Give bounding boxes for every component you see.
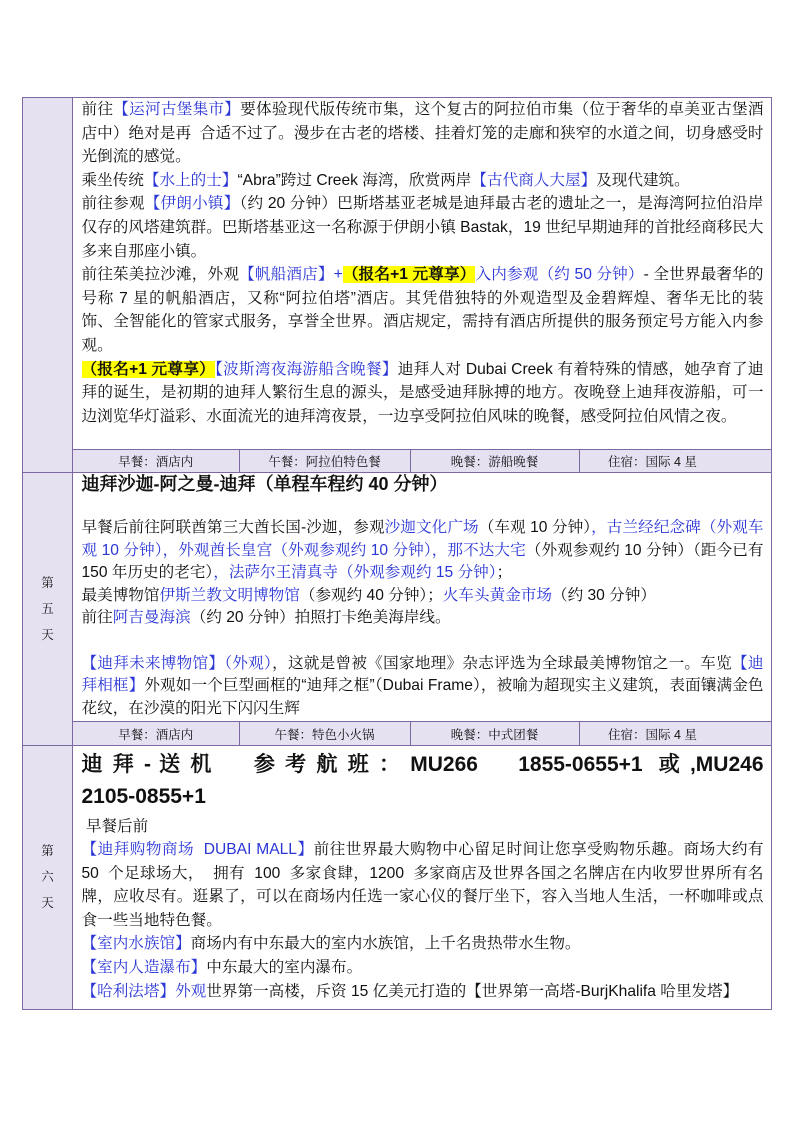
- paragraph: [82, 192, 764, 263]
- highlighted-place-name: 【水上的士】: [143, 171, 238, 189]
- highlighted-place-name: 【室内水族馆】: [81, 935, 191, 953]
- day-paragraphs: [81, 815, 768, 1004]
- highlighted-place-name: 【运河古堡集市】: [113, 101, 241, 118]
- highlighted-place-name: 【帆船酒店】+: [239, 266, 343, 284]
- highlighted-place-name: 【古代商人大屋】: [471, 171, 597, 189]
- text-run: 迪拜人对 Dubai Creek 有着特殊的情感，她孕育了迪拜的诞生，是初期的迪拜人繁衍生息的源头，是感受迪拜脉搏的地方。夜晚登上迪拜夜游船，可一边浏览华灯溢彩、水面流光的迪拜湾夜景，一边享受阿拉伯风味的晚餐，感受阿拉伯风情之夜。: [81, 360, 764, 425]
- dinner-cell: 晚餐：游船晚餐: [411, 450, 580, 472]
- text-run: （约 30 分钟）: [551, 586, 656, 604]
- text-run: 要体验现代版传统市集，这个复古的阿拉伯市集（位于奢华的卓美亚古堡酒店中）绝对是再 合适不过了。漫步在古老的塔楼、挂着灯笼的走廊和狭窄的水道之间，切身感受时光倒流的感觉。: [81, 101, 764, 166]
- blank-line: [82, 495, 764, 518]
- day-5-row: [23, 473, 771, 747]
- hotel-cell: 住宿：国际 4 星: [608, 727, 697, 742]
- text-run: （外观参观约 10 分钟）（距今已有 150 年历史的老宅）: [81, 541, 768, 582]
- lunch-cell: 午餐：特色小火锅: [240, 722, 411, 745]
- breakfast-cell: 早餐：酒店内: [73, 722, 240, 745]
- highlighted-place-name: 【波斯湾夜海游船含晚餐】: [215, 360, 398, 378]
- paragraph: [82, 932, 764, 956]
- day-label-cell: [23, 473, 73, 746]
- day-6-row: [23, 746, 771, 1009]
- itinerary-table: [22, 97, 772, 1010]
- highlighted-place-name: 沙迦文化广场: [384, 519, 479, 537]
- text-run: 前往: [81, 609, 113, 627]
- day-content-cell: [73, 98, 771, 472]
- text-run: 前往参观: [81, 195, 145, 213]
- highlighted-place-name: 火车头黄金市场: [442, 586, 552, 604]
- day-label-char: 天: [41, 627, 54, 642]
- day-description: [73, 98, 771, 449]
- text-run: ，这就是曾被《国家地理》杂志评选为全球最美博物馆之一。车览: [272, 654, 733, 672]
- text-run: 前往茱美拉沙滩，外观: [81, 266, 240, 284]
- breakfast-cell: 早餐：酒店内: [73, 450, 240, 472]
- highlighted-place-name: 【室内人造瀑布】: [81, 959, 207, 977]
- highlighted-place-name: 【迪拜购物商场 DUBAI MALL】: [81, 841, 314, 859]
- text-run: （车观 10 分钟）: [478, 519, 592, 537]
- paragraph: [82, 98, 764, 169]
- day-paragraphs: [81, 495, 768, 721]
- day-title-line-1: 迪 拜 - 送 机 参 考 航 班 ： MU266 1855-0655+1 或 ,MU246: [81, 752, 764, 776]
- text-run: 最美博物馆: [81, 586, 160, 604]
- text-run: 乘坐传统: [81, 171, 144, 189]
- highlighted-place-name: 阿吉曼海滨: [112, 609, 191, 627]
- highlighted-place-name: 【迪拜相框】: [81, 654, 764, 695]
- day-label-char: 五: [41, 601, 54, 616]
- text-run: 及现代建筑。: [596, 171, 690, 189]
- paragraph: [82, 607, 764, 630]
- dinner-cell: 晚餐：中式团餐: [411, 722, 580, 745]
- text-run: “Abra”跨过 Creek 海湾，欣赏两岸: [237, 171, 472, 189]
- upgrade-highlight: （报名+1 元尊享）: [81, 360, 216, 378]
- paragraph: [81, 838, 768, 932]
- paragraph: [81, 517, 768, 585]
- text-run: 早餐后前往阿联酋第三大酋长国-沙迦，参观: [81, 519, 385, 537]
- upgrade-highlight: （报名+1 元尊享）: [342, 266, 476, 284]
- day-label-char: 天: [41, 896, 54, 911]
- day-label-cell: [23, 98, 73, 472]
- text-run: 商场内有中东最大的室内水族馆，上千名贵热带水生物。: [190, 935, 581, 953]
- lunch-cell: 午餐：阿拉伯特色餐: [240, 450, 411, 472]
- hotel-cell: 住宿：国际 4 星: [608, 454, 697, 469]
- text-run: 外观如一个巨型画框的“迪拜之框”（Dubai Frame），被喻为超现实主义建筑，表面镶满金色花纹，在沙漠的阳光下闪闪生辉: [81, 677, 764, 717]
- highlighted-place-name: 伊斯兰教文明博物馆: [159, 586, 300, 604]
- paragraph: [82, 980, 764, 1004]
- day-content-cell: [73, 746, 771, 1009]
- day-title-line-2: 2105-0855+1: [81, 784, 206, 808]
- text-run: 早餐后前: [81, 817, 149, 835]
- paragraph: [82, 169, 764, 193]
- day-description: [73, 473, 771, 722]
- paragraph: [82, 263, 764, 357]
- meals-row: [73, 721, 771, 745]
- text-run: （参观约 40 分钟）；: [299, 586, 443, 604]
- day-title: 迪拜沙迦-阿之曼-迪拜（单程车程约 40 分钟）: [81, 473, 448, 494]
- meals-row: [73, 449, 771, 472]
- highlighted-place-name: 【伊朗小镇】: [144, 195, 240, 213]
- paragraph: [82, 653, 764, 721]
- paragraph: [82, 585, 764, 608]
- paragraph: [82, 815, 764, 839]
- highlighted-place-name: ，古兰经纪念碑（外观车观 10 分钟），外观酋长皇宫（外观参观约 10 分钟），那不达大宅: [81, 519, 764, 559]
- day-label-char: 六: [41, 870, 54, 885]
- text-run: 前往: [81, 101, 114, 118]
- paragraph: [82, 956, 764, 980]
- text-run: 中东最大的室内瀑布。: [206, 959, 363, 977]
- day-content-cell: [73, 473, 771, 746]
- text-run: 世界第一高楼，斥资 15 亿美元打造的【世界第一高塔-BurjKhalifa 哈里发塔】: [206, 982, 739, 1000]
- day-title: [82, 746, 764, 813]
- text-run: 前往世界最大购物中心留足时间让您享受购物乐趣。商场大约有 50 个足球场大， 拥有 100 多家食肆，1200 多家商店及世界各国之名牌店在内收罗世界所有名牌，应收尽有。逛累了，可以在商场内任选一家心仪的餐厅坐下，容入当地人生活，一杯咖啡或点食一些当地特色餐。: [81, 841, 768, 929]
- text-run: （约 20 分钟）拍照打卡绝美海岸线。: [190, 609, 451, 627]
- text-run: - 全世界最奢华的号称 7 星的帆船酒店，又称“阿拉伯塔”酒店。其凭借独特的外观造型及金碧辉煌、奢华无比的装饰、全智能化的管家式服务，享誉全世界。酒店规定，需持有酒店所提供的服务预定号方能入内参观。: [81, 266, 764, 354]
- paragraph: [82, 358, 764, 429]
- highlighted-place-name: 入内参观（约 50 分钟）: [475, 266, 644, 284]
- text-run: （约 20 分钟）巴斯塔基亚老城是迪拜最古老的遗址之一，是海湾阿拉伯沿岸仅存的风塔建筑群。巴斯塔基亚这一名称源于伊朗小镇 Bastak，19 世纪早期迪拜的首批经商移民大多来自那座小镇。: [81, 195, 764, 260]
- day-4-continued-row: [23, 98, 771, 473]
- day-label-char: 第: [41, 575, 54, 590]
- day-label-char: 第: [41, 844, 54, 859]
- day-label-cell: [23, 746, 73, 1009]
- highlighted-place-name: ，法萨尔王清真寺（外观参观约 15 分钟）: [213, 564, 497, 582]
- text-run: ；: [496, 564, 513, 582]
- highlighted-place-name: 【哈利法塔】外观: [81, 982, 207, 1000]
- blank-line: [82, 630, 764, 653]
- day-description: [73, 746, 771, 1009]
- highlighted-place-name: 【迪拜未来博物馆】（外观）: [81, 654, 273, 672]
